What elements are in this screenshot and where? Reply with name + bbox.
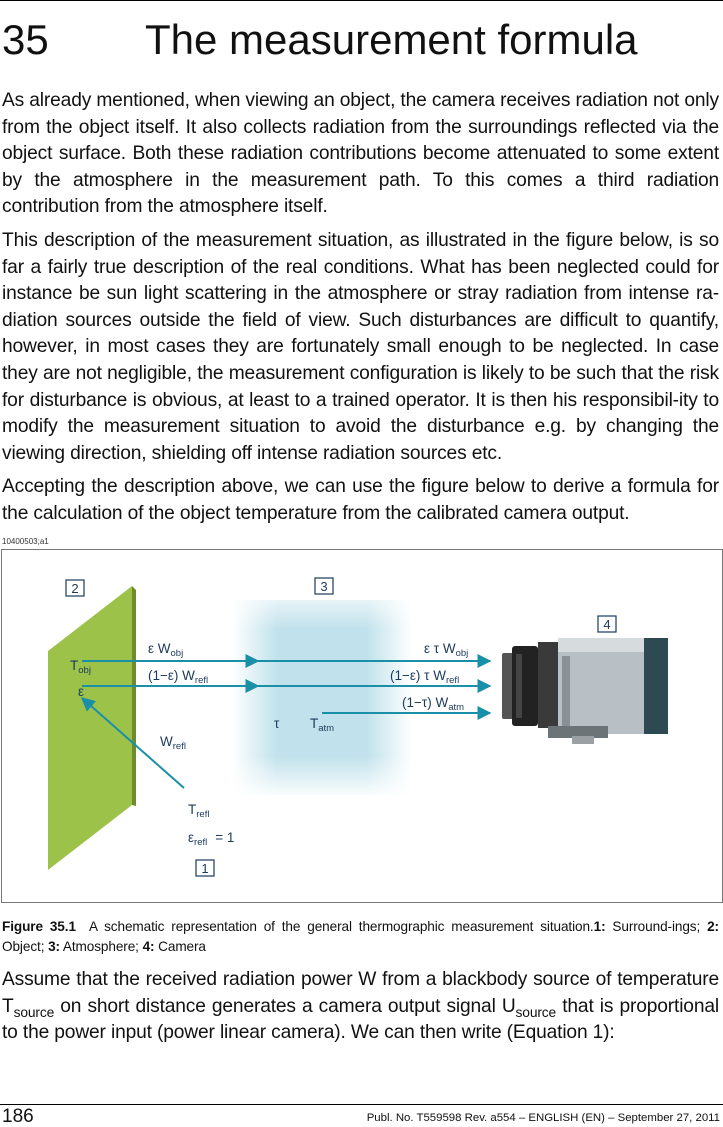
paragraph-1: As already mentioned, when viewing an object, the camera receives radiation not only from the object itself. It also collects radiation from the surroundings reflected via the object surface. Both these radiation contributions become attenuated to some extent by the atmosphere in the measurement path. To this comes a third radiation contribution from the atmosphere itself.	[2, 90, 719, 218]
object-plate-edge	[132, 586, 136, 806]
caption-item-text-3: Atmosphere;	[62, 939, 139, 954]
chapter-heading	[2, 10, 717, 66]
footer-rule	[0, 1104, 723, 1105]
measurement-diagram	[2, 550, 722, 902]
paragraph-4-part-c: that is proportional to the power input (power linear camera). We can then write (Equation 1):	[2, 995, 719, 1044]
page-number: 186	[2, 1106, 34, 1127]
label-eps-w-obj: ε $W_{obj}$	[148, 641, 184, 659]
paragraph-4-sub-2: source	[515, 1003, 557, 1020]
caption-item-text-2: Object;	[2, 939, 45, 954]
label-box-3	[315, 578, 333, 594]
figure-caption	[2, 917, 719, 957]
chapter-number: 35	[2, 16, 49, 63]
label-w-refl: $W_{refl}$	[160, 734, 186, 752]
label-t-atm: $T_{atm}$	[310, 716, 335, 734]
label-epsilon: ε	[78, 684, 85, 699]
label-eps-refl: $\varepsilon_{refl} = 1$	[188, 830, 235, 848]
label-box-4	[598, 616, 616, 632]
paragraph-4	[2, 967, 719, 1047]
label-t-obj: $T_{obj}$	[70, 658, 91, 676]
caption-item-num-1: 1:	[593, 919, 606, 934]
svg-text:3: 3	[320, 579, 328, 594]
atmosphere-fade	[232, 600, 412, 795]
svg-text:4: 4	[603, 617, 611, 632]
svg-text:2: 2	[71, 581, 79, 596]
caption-item-num-2: 2:	[707, 919, 719, 934]
paragraph-4-part-b: on short distance generates a camera output signal U	[54, 995, 516, 1017]
label-box-2	[66, 580, 84, 596]
chapter-title: The measurement formula	[145, 16, 638, 63]
caption-item-text-1: Surround-ings;	[612, 919, 701, 934]
label-box-1	[196, 860, 214, 876]
publication-info: Publ. No. T559598 Rev. a554 – ENGLISH (EN) – September 27, 2011	[366, 1112, 720, 1124]
top-rule	[0, 0, 723, 1]
label-eps-tau-w-obj: ε τ $W_{obj}$	[424, 641, 469, 659]
label-one-minus-tau-w-atm: (1−τ) $W_{atm}$	[402, 695, 465, 713]
caption-figure-label: Figure 35.1	[2, 919, 76, 934]
figure-id: 10400503;a1	[2, 537, 49, 546]
caption-text: A schematic representation of the general thermographic measurement situation.	[88, 919, 594, 934]
label-one-minus-eps-tau-w-refl: (1−ε) τ $W_{refl}$	[390, 668, 460, 686]
camera-icon	[502, 638, 668, 744]
label-one-minus-eps-w-refl: (1−ε) $W_{refl}$	[148, 668, 209, 686]
label-tau: τ	[274, 716, 280, 731]
caption-item-text-4: Camera	[158, 939, 206, 954]
paragraph-4-part-a: Assume that the received radiation power W from a blackbody source of temperature T	[2, 969, 719, 1017]
figure-box	[1, 549, 723, 903]
object-plate	[48, 586, 132, 870]
paragraph-3: Accepting the description above, we can use the figure below to derive a formula for the calculation of the object temperature from the calibrated camera output.	[2, 476, 719, 524]
paragraph-2: This description of the measurement situation, as illustrated in the figure below, is so far a fairly true description of the real conditions. What has been neglected could for instance be sun light scattering in the atmosphere or stray radiation from intense ra-diation sources outside the field of view. Such disturbances are difficult to quantify, however, in most cases they are fortunately small enough to be neglected. In case they are not negligible, the measurement configuration is likely to be such that the risk for disturbance is obvious, at least to a trained operator. It is then his responsibil-ity to modify the measurement situation to avoid the disturbance e.g. by changing the viewing direction, shielding off intense radiation sources etc.	[2, 230, 719, 464]
caption-item-num-4: 4:	[142, 939, 155, 954]
paragraph-4-sub-1: source	[13, 1003, 55, 1020]
svg-text:1: 1	[201, 861, 209, 876]
label-t-refl: $T_{refl}$	[188, 802, 210, 820]
caption-item-num-3: 3:	[48, 939, 60, 954]
